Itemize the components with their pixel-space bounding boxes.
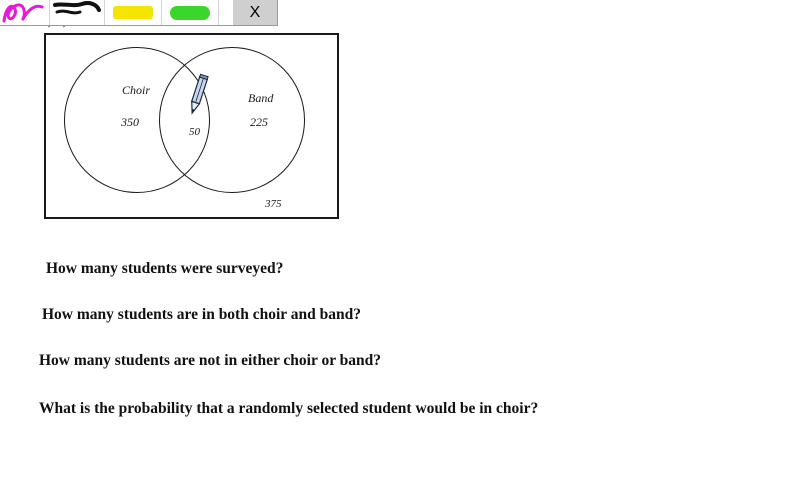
question-3: How many students are not in either choir or band? bbox=[39, 352, 382, 369]
venn-circle-band bbox=[159, 47, 305, 193]
highlighter-tool-button[interactable] bbox=[105, 0, 162, 25]
venn-value-band-only: 225 bbox=[250, 115, 268, 129]
venn-label-band: Band bbox=[248, 91, 274, 105]
yellow-swatch-icon bbox=[113, 6, 153, 19]
shape-tool-button[interactable] bbox=[162, 0, 219, 25]
venn-value-outside: 375 bbox=[265, 198, 282, 210]
toolbar-separator bbox=[219, 0, 233, 25]
pen-tool-button[interactable] bbox=[0, 0, 50, 25]
venn-value-choir-only: 350 bbox=[121, 115, 139, 129]
close-icon: X bbox=[249, 3, 261, 21]
marker-icon bbox=[52, 1, 102, 25]
pen-icon bbox=[2, 1, 48, 25]
venn-diagram bbox=[44, 33, 339, 219]
question-2: How many students are in both choir and band? bbox=[42, 306, 361, 323]
question-1: How many students were surveyed? bbox=[46, 260, 284, 277]
close-toolbar-button[interactable] bbox=[233, 0, 277, 25]
venn-value-intersection: 50 bbox=[189, 126, 200, 138]
marker-tool-button[interactable] bbox=[50, 0, 105, 25]
green-swatch-icon bbox=[170, 6, 210, 20]
venn-label-choir: Choir bbox=[122, 83, 151, 97]
question-4: What is the probability that a randomly selected student would be in choir? bbox=[39, 400, 539, 417]
annotation-toolbar bbox=[0, 0, 278, 26]
